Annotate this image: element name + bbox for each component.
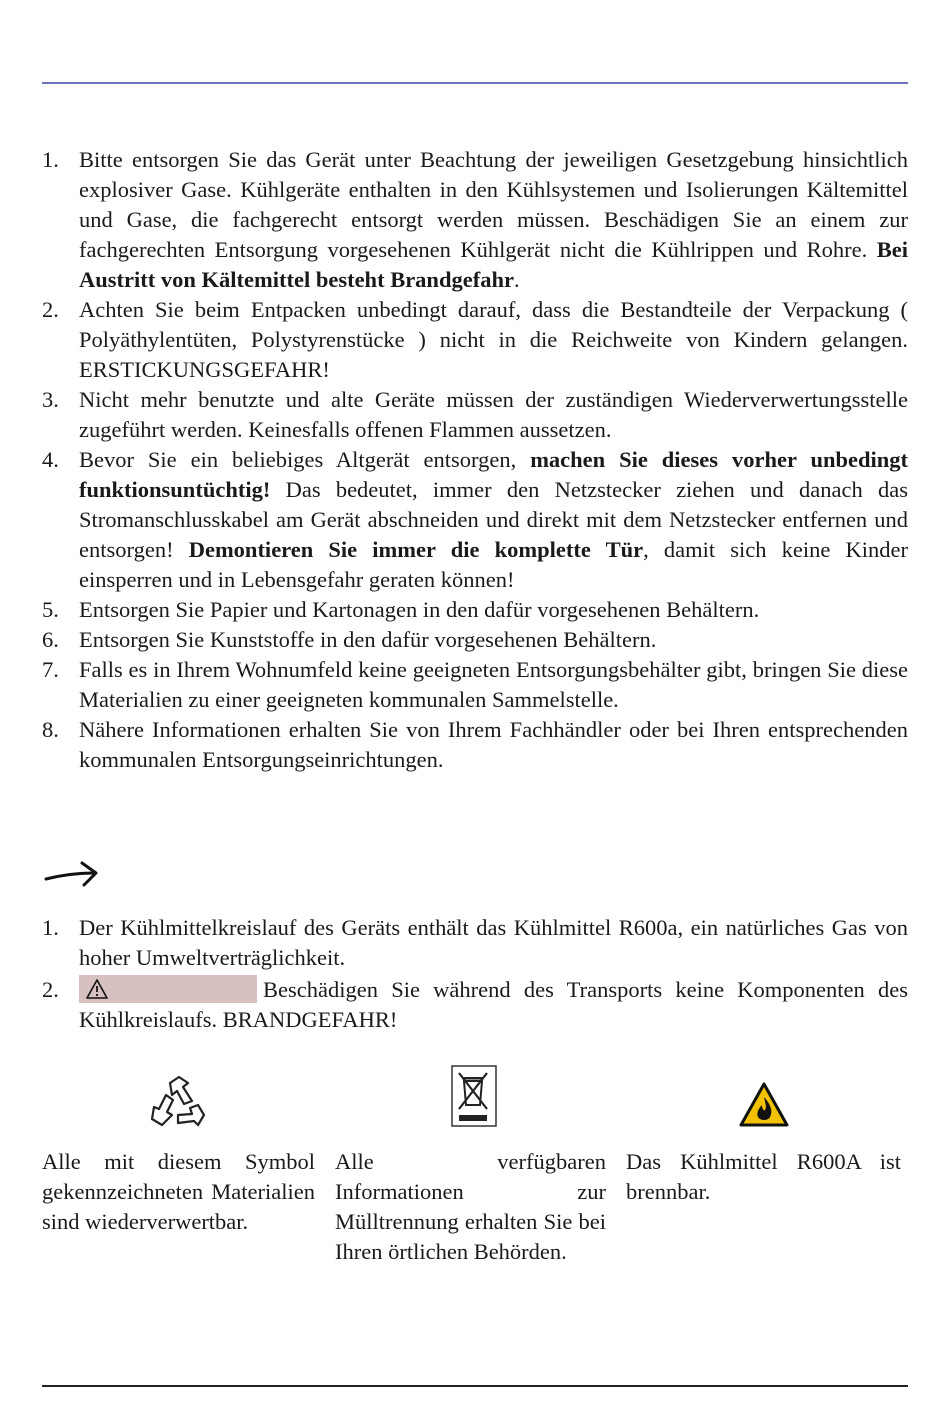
disposal-list — [42, 145, 908, 775]
list-item-text: Bitte entsorgen Sie das Gerät unter Beachtung der jeweiligen Gesetzgebung hinsichtlich explosiver Gase. Kühlgeräte enthalten in den Kühlsystemen und Isolierungen Kältemittel und Gase, die fachgerecht entsorgt werden müssen. Beschädigen Sie an einem zur fachgerechten Entsorgung vorgesehenen Kühlgerät nicht die Kühlrippen und Rohre. — [79, 147, 908, 262]
list-item-text: Falls es in Ihrem Wohnumfeld keine geeigneten Entsorgungsbehälter gibt, bringen Sie diese Materialien zu einer geeigneten kommunalen Sammelstelle. — [79, 657, 908, 712]
list-number: 1. — [42, 915, 59, 940]
list-item — [42, 145, 908, 295]
emphasized-text: machen Sie dieses vorher unbedingt funktionsuntüchtig! — [79, 447, 909, 502]
refrigerant-list — [42, 913, 908, 1035]
list-item — [42, 975, 908, 1035]
symbol-icons-row — [0, 1065, 950, 1145]
list-item — [42, 625, 908, 655]
list-item-text: , damit sich keine Kinder einsperren und in Lebensgefahr geraten können! — [79, 537, 908, 592]
list-item-text: Bevor Sie ein beliebiges Altgerät entsorgen, — [79, 447, 531, 472]
list-item — [42, 595, 908, 625]
list-number: 5. — [42, 597, 59, 622]
recycle-icon — [146, 1073, 212, 1137]
list-item — [42, 295, 908, 385]
list-number: 8. — [42, 717, 59, 742]
emphasized-text: Demontieren Sie immer die komplette Tür — [188, 537, 644, 562]
list-item-text: Das bedeutet, immer den Netzstecker ziehen und danach das Stromanschlusskabel am Gerät abschneiden und direkt mit dem Netzstecker entfernen und entsorgen! — [79, 477, 908, 562]
list-item — [42, 445, 908, 595]
list-item-text: Nicht mehr benutzte und alte Geräte müssen der zuständigen Wiederverwertungsstelle zugeführt werden. Keinesfalls offenen Flammen aussetzen. — [79, 387, 908, 442]
list-number: 3. — [42, 387, 59, 412]
list-item — [42, 385, 908, 445]
emphasized-text: Bei Austritt von Kältemittel besteht Brandgefahr — [79, 237, 908, 292]
warning-triangle-icon — [85, 978, 109, 1000]
list-number: 1. — [42, 147, 59, 172]
list-item — [42, 913, 908, 973]
list-item-text: . — [513, 267, 520, 292]
disposal-info-description: Alle verfügbaren Informationen zur Mülltrennung erhalten Sie bei Ihren örtlichen Behörden. — [335, 1149, 606, 1264]
list-number: 6. — [42, 627, 59, 652]
recycle-description: Alle mit diesem Symbol gekennzeichneten Materialien sind wiederverwertbar. — [42, 1149, 315, 1234]
top-rule — [42, 82, 908, 84]
list-item-text: Achten Sie beim Entpacken unbedingt darauf, dass die Bestandteile der Verpackung ( Polyäthylentüten, Polystyrenstücke ) nicht in die Reichweite von Kindern gelangen. ERSTICKUNGSGEFAHR! — [79, 297, 908, 382]
crossed-out-bin-icon — [451, 1065, 497, 1127]
list-item-text: Entsorgen Sie Papier und Kartonagen in den dafür vorgesehenen Behältern. — [79, 597, 760, 622]
list-item-text: Beschädigen Sie während des Transports keine Komponenten des Kühlkreislaufs. BRANDGEFAHR! — [79, 977, 908, 1032]
list-number: 4. — [42, 447, 59, 472]
list-item — [42, 715, 908, 775]
list-item-text: Der Kühlmittelkreislauf des Geräts enthält das Kühlmittel R600a, ein natürliches Gas von hoher Umweltverträglichkeit. — [79, 915, 908, 970]
list-item — [42, 655, 908, 715]
arrow-right-icon — [42, 855, 102, 895]
warning-box — [79, 975, 257, 1003]
flammable-description: Das Kühlmittel R600A ist brennbar. — [626, 1149, 901, 1204]
flammable-warning-icon — [738, 1081, 790, 1129]
list-item-text: Nähere Informationen erhalten Sie von Ihrem Fachhändler oder bei Ihren entsprechenden kommunalen Entsorgungseinrichtungen. — [79, 717, 908, 772]
list-number: 2. — [42, 977, 59, 1002]
list-number: 2. — [42, 297, 59, 322]
list-item-text: Entsorgen Sie Kunststoffe in den dafür vorgesehenen Behältern. — [79, 627, 657, 652]
list-number: 7. — [42, 657, 59, 682]
bottom-rule — [42, 1385, 908, 1387]
